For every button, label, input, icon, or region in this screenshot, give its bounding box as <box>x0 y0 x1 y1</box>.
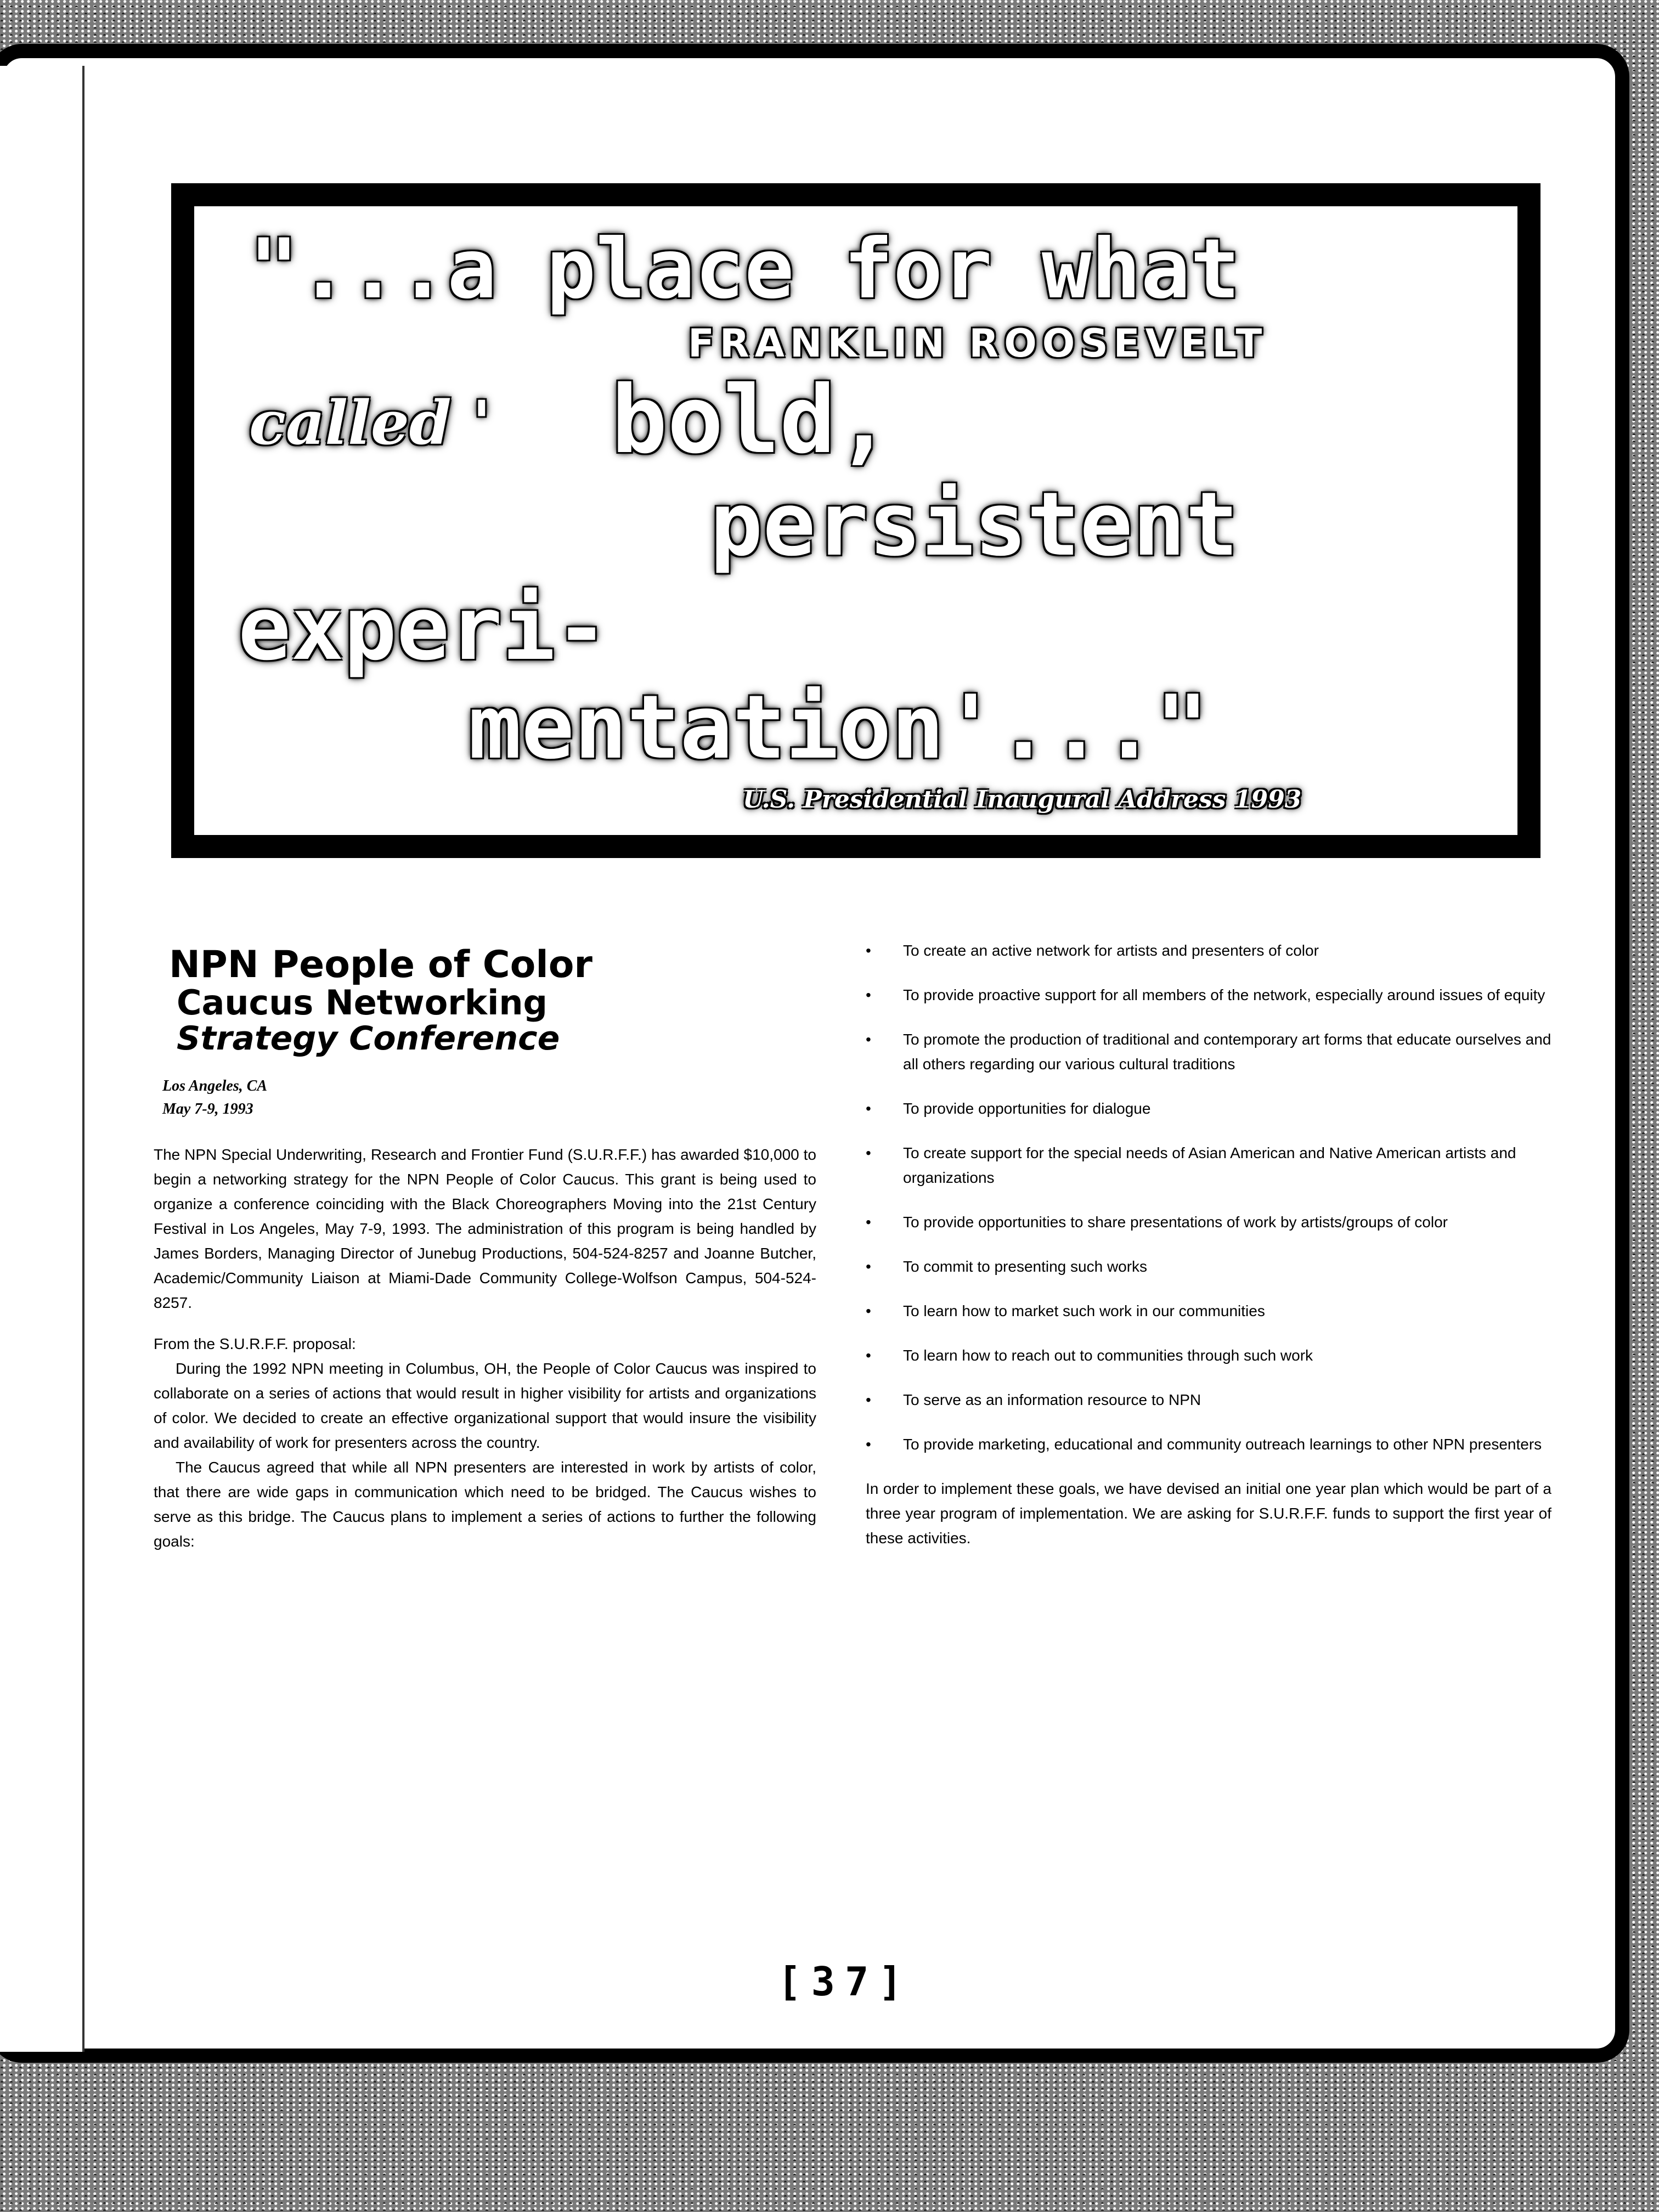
quote-attribution-name: FRANKLIN ROOSEVELT <box>688 321 1268 366</box>
left-column <box>154 1142 816 1554</box>
list-item: • To create an active network for artists and presenters of color <box>866 942 1319 959</box>
intro-paragraph: The NPN Special Underwriting, Research and Frontier Fund (S.U.R.F.F.) has awarded $10,000 to begin a networking strategy for the NPN People of Color Caucus. This grant is being used to organize a conference coinciding with the Black Choreographers Moving into the 21st Century Festival in Los Angeles, May 7-9, 1993. The administration of this program is being handled by James Borders, Managing Director of Junebug Productions, 504-524-8257 and Joanne Butcher, Academic/Community Liaison at Miami-Dade Community College-Wolfson Campus, 504-524-8257. <box>154 1146 816 1311</box>
location: Los Angeles, CA <box>162 1077 268 1094</box>
proposal-paragraph-1: During the 1992 NPN meeting in Columbus, OH, the People of Color Caucus was inspired to collaborate on a series of actions that would result in higher visibility for artists and organizations of color. We decided to create an effective organizational support that would insure the visibility and availability of work for presenters across the country. <box>154 1360 816 1451</box>
list-item: • To provide marketing, educational and community outreach learnings to other NPN presenters <box>866 1436 1542 1453</box>
quote-line-2a: called ' <box>249 387 491 458</box>
list-item: • To learn how to market such work in our communities <box>866 1302 1265 1319</box>
quote-source: U.S. Presidential Inaugural Address 1993 <box>743 786 1302 814</box>
quote-line-1: "...a place for what <box>249 222 1240 317</box>
quote-line-4: experi- <box>238 577 608 680</box>
quote-line-5: mentation'..." <box>469 676 1209 778</box>
quote-line-3: persistent <box>710 473 1239 575</box>
list-item: • To promote the production of traditional and contemporary art forms that educate ourselves and all others regarding our various cultural traditions <box>866 1031 1551 1073</box>
spacer <box>154 1315 816 1331</box>
closing-paragraph: In order to implement these goals, we have devised an initial one year plan which would be part of a three year program of implementation. We are asking for S.U.R.F.F. funds to support the first year of these activities. <box>866 1480 1551 1547</box>
proposal-label: From the S.U.R.F.F. proposal: <box>154 1335 356 1352</box>
proposal-paragraph-2: The Caucus agreed that while all NPN presenters are interested in work by artists of color, that there are wide gaps in communication which need to be bridged. The Caucus wishes to serve as this bridge. The Caucus plans to implement a series of actions to further the following goals: <box>154 1459 816 1550</box>
previous-page-edge <box>0 66 84 2052</box>
article-title-line-1: NPN People of Color <box>169 943 592 986</box>
goals-list <box>866 938 1551 1457</box>
list-item: • To learn how to reach out to communities through such work <box>866 1347 1313 1364</box>
list-item: • To provide opportunities to share presentations of work by artists/groups of color <box>866 1214 1448 1231</box>
quote-line-2b: bold, <box>611 366 892 475</box>
article-title-line-2: Caucus Networking <box>177 983 548 1023</box>
right-column <box>866 938 1551 1550</box>
list-item: • To commit to presenting such works <box>866 1258 1148 1275</box>
quote-banner <box>171 183 1541 858</box>
list-item: • To provide opportunities for dialogue <box>866 1100 1151 1117</box>
list-item: • To serve as an information resource to NPN <box>866 1391 1201 1408</box>
date: May 7-9, 1993 <box>162 1101 253 1118</box>
list-item: • To provide proactive support for all members of the network, especially around issues of equity <box>866 986 1545 1003</box>
article-title-line-3: Strategy Conference <box>177 1019 560 1058</box>
list-item: • To create support for the special needs of Asian American and Native American artists and organizations <box>866 1144 1516 1186</box>
page-number: [37] <box>777 1959 912 2005</box>
